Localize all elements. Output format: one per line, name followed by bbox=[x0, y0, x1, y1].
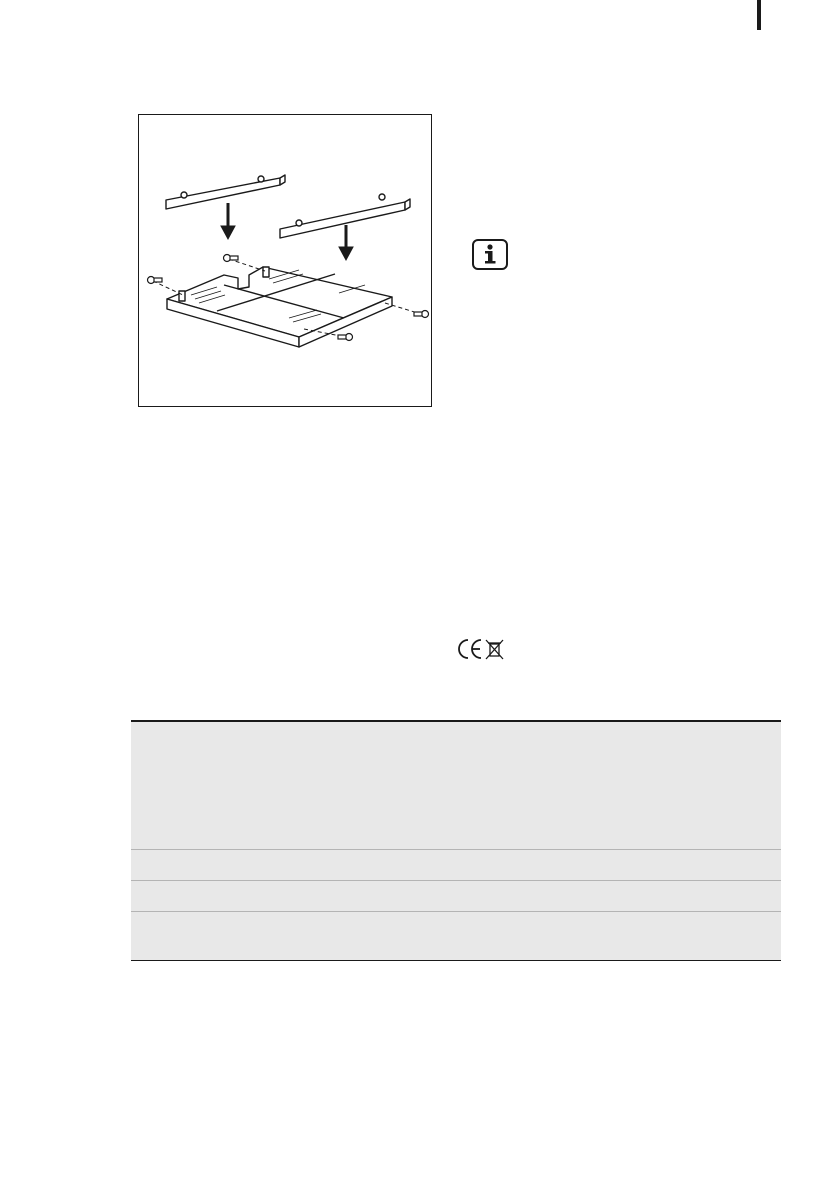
table-cell bbox=[131, 850, 456, 881]
table-row bbox=[131, 881, 781, 912]
install-frame-assembly-drawing bbox=[139, 115, 433, 408]
table-cell bbox=[456, 850, 781, 881]
table-row bbox=[131, 912, 781, 961]
ce-mark-icon bbox=[456, 636, 508, 662]
table-cell bbox=[131, 912, 456, 961]
table-row bbox=[131, 721, 781, 850]
info-icon bbox=[472, 239, 508, 270]
weee-crossed-bin-icon bbox=[486, 640, 503, 659]
product-markings bbox=[456, 636, 508, 662]
page-edge-tab bbox=[757, 0, 761, 30]
table-cell bbox=[456, 912, 781, 961]
table-cell bbox=[456, 721, 781, 850]
table-cell bbox=[131, 721, 456, 850]
table-cell bbox=[131, 881, 456, 912]
assembly-illustration bbox=[138, 114, 432, 407]
spec-table bbox=[131, 720, 781, 961]
table-cell bbox=[456, 881, 781, 912]
table-row bbox=[131, 850, 781, 881]
